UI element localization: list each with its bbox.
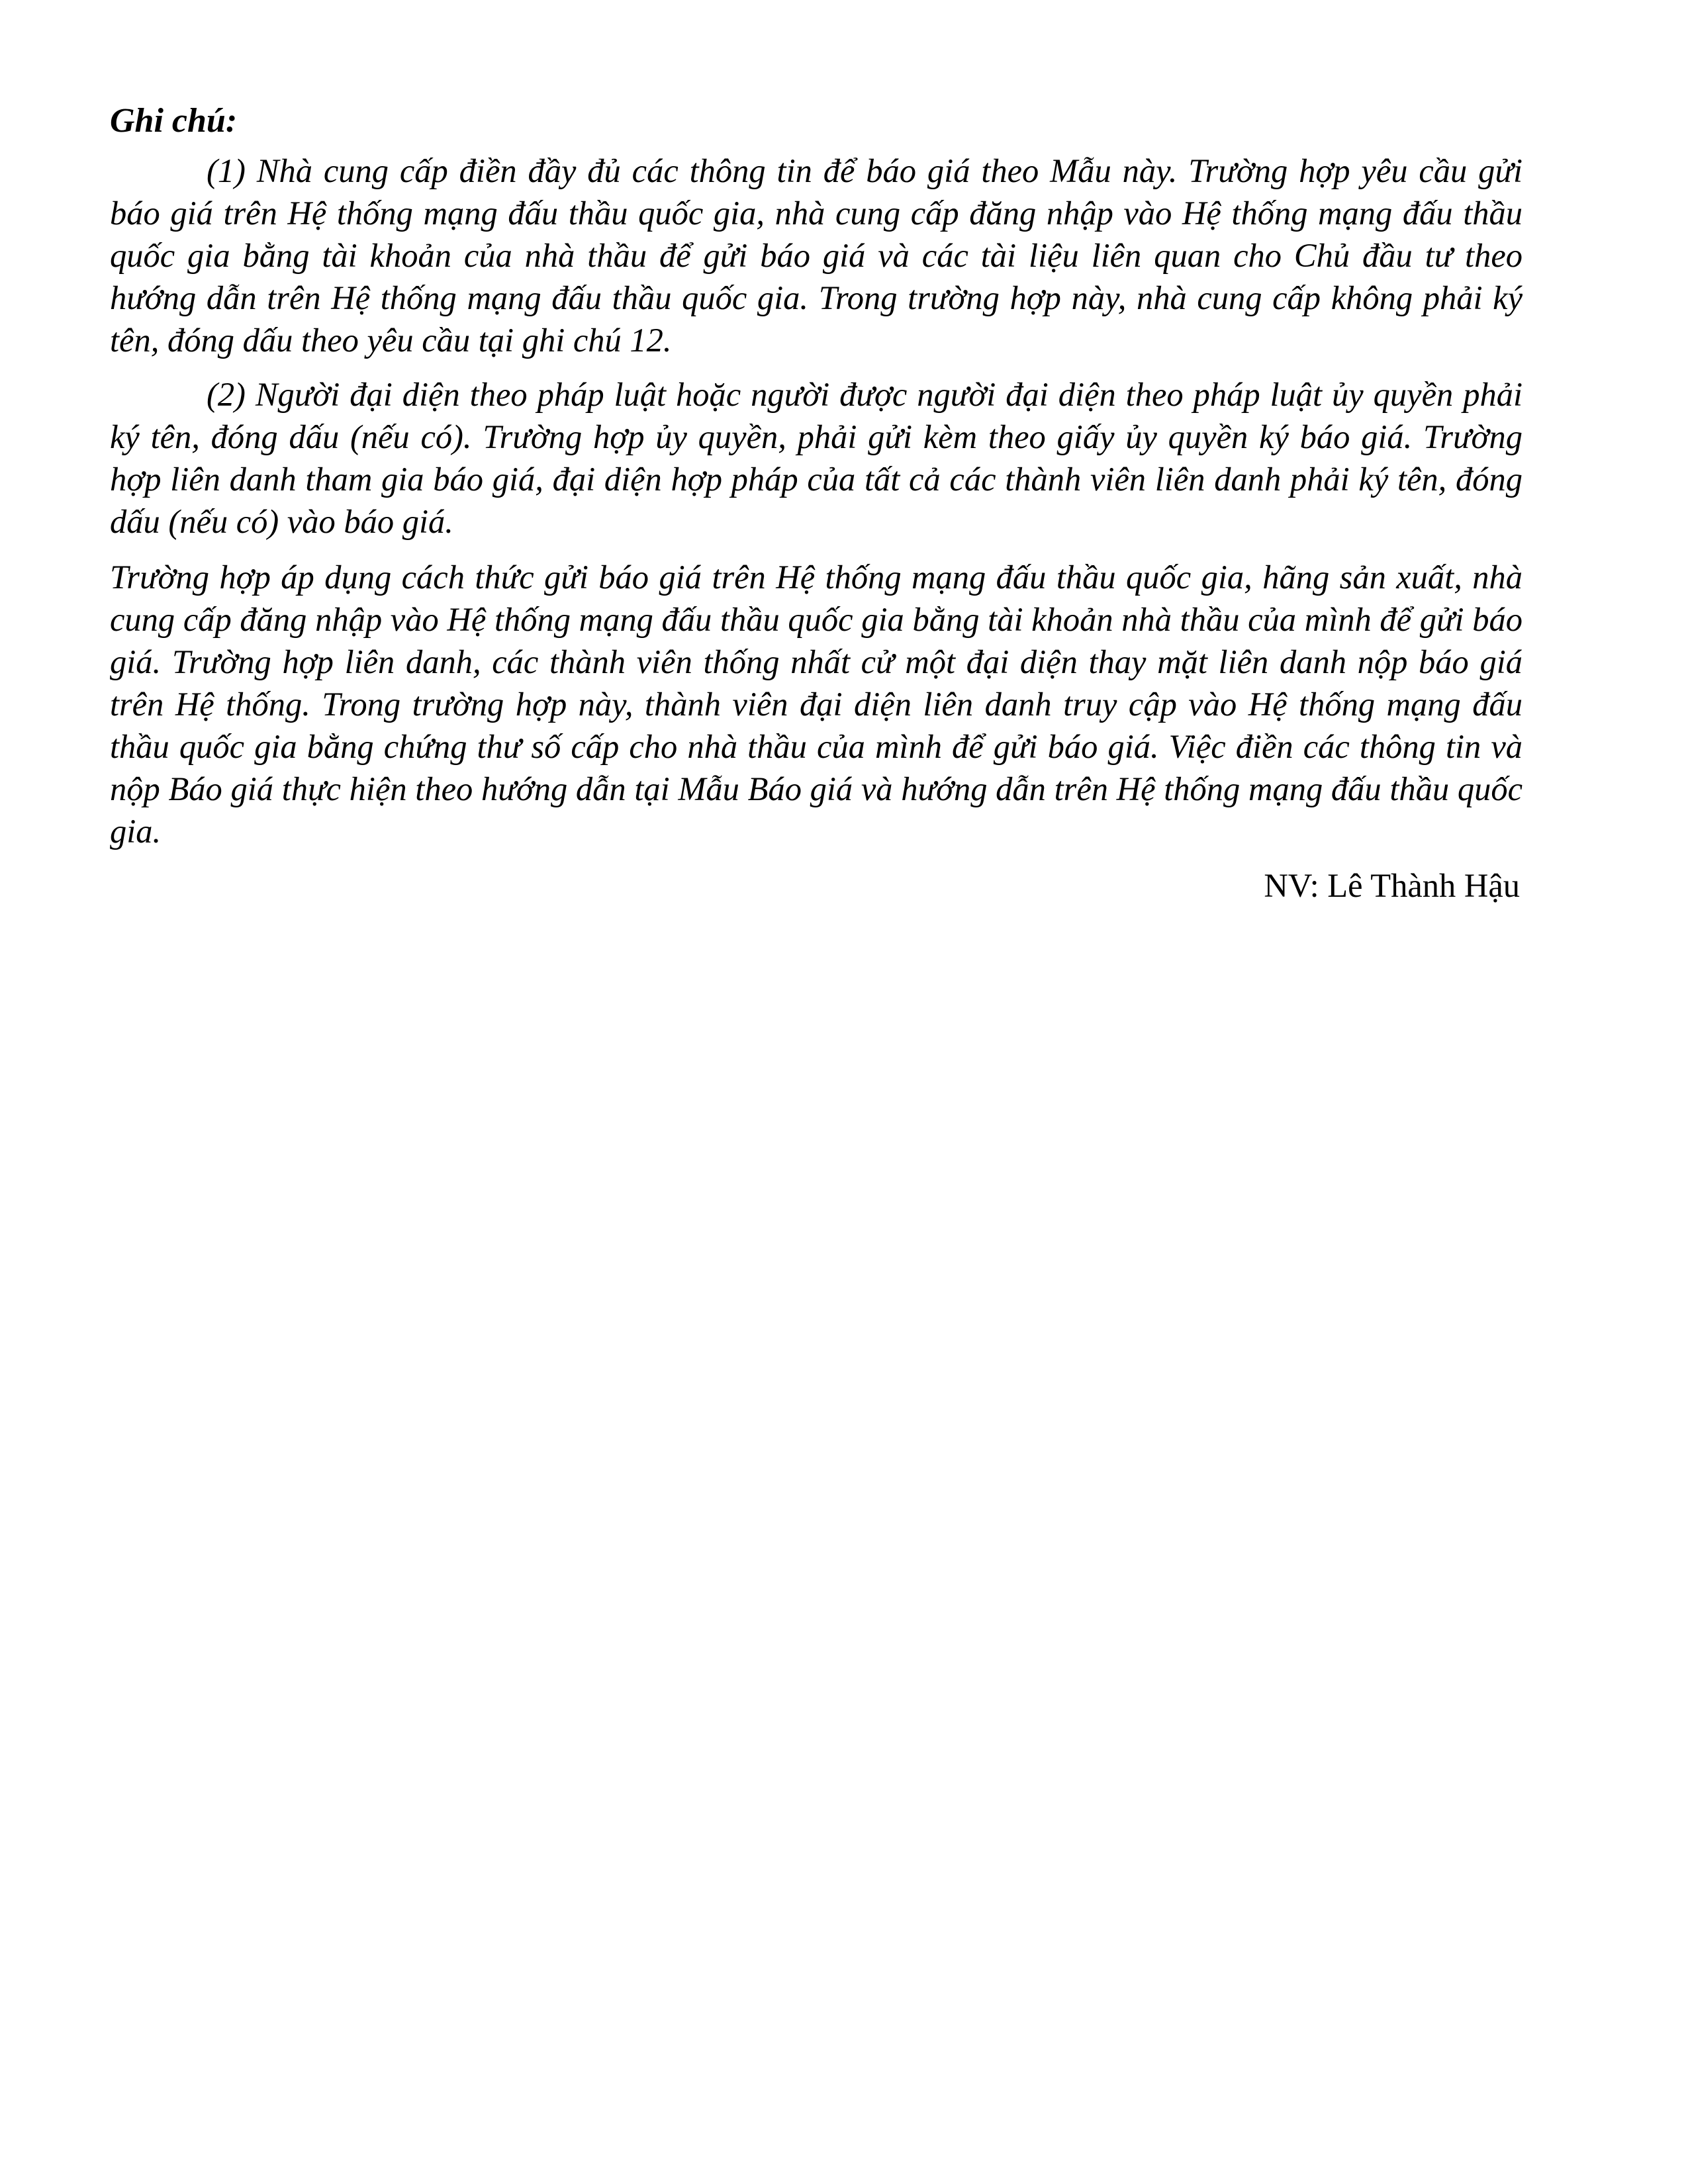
- staff-signature: NV: Lê Thành Hậu: [1264, 867, 1520, 904]
- document-body: [110, 99, 1523, 907]
- notes-heading: Ghi chú:: [110, 102, 238, 140]
- submission-instructions-paragraph: Trường hợp áp dụng cách thức gửi báo giá trên Hệ thống mạng đấu thầu quốc gia, hãng sản xuất, nhà cung cấp đăng nhập vào Hệ thống mạng đấu thầu quốc gia bằng tài khoản nhà thầu của mình để gửi báo giá. Trường hợp liên danh, các thành viên thống nhất cử một đại diện thay mặt liên danh nộp báo giá trên Hệ thống. Trong trường hợp này, thành viên đại diện liên danh truy cập vào Hệ thống mạng đấu thầu quốc gia bằng chứng thư số cấp cho nhà thầu của mình để gửi báo giá. Việc điền các thông tin và nộp Báo giá thực hiện theo hướng dẫn tại Mẫu Báo giá và hướng dẫn trên Hệ thống mạng đấu thầu quốc gia.: [110, 559, 1523, 850]
- note-2-paragraph: (2) Người đại diện theo pháp luật hoặc người được người đại diện theo pháp luật ủy quyền phải ký tên, đóng dấu (nếu có). Trường hợp ủy quyền, phải gửi kèm theo giấy ủy quyền ký báo giá. Trường hợp liên danh tham gia báo giá, đại diện hợp pháp của tất cả các thành viên liên danh phải ký tên, đóng dấu (nếu có) vào báo giá.: [110, 376, 1523, 540]
- note-1-paragraph: (1) Nhà cung cấp điền đầy đủ các thông tin để báo giá theo Mẫu này. Trường hợp yêu cầu gửi báo giá trên Hệ thống mạng đấu thầu quốc gia, nhà cung cấp đăng nhập vào Hệ thống mạng đấu thầu quốc gia bằng tài khoản của nhà thầu để gửi báo giá và các tài liệu liên quan cho Chủ đầu tư theo hướng dẫn trên Hệ thống mạng đấu thầu quốc gia. Trong trường hợp này, nhà cung cấp không phải ký tên, đóng dấu theo yêu cầu tại ghi chú 12.: [110, 152, 1523, 359]
